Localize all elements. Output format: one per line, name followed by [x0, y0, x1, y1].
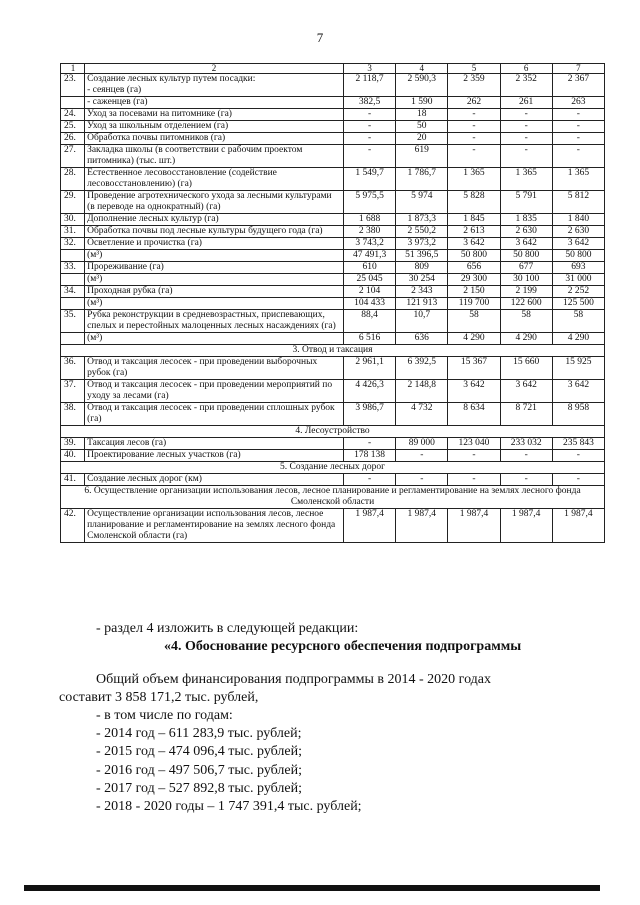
row-value: 619 [396, 145, 448, 168]
row-value: 3 642 [500, 380, 552, 403]
row-value: 382,5 [344, 97, 396, 109]
row-value: 2 630 [552, 226, 604, 238]
row-value: - [552, 133, 604, 145]
row-name: Проектирование лесных участков (га) [85, 450, 344, 462]
table-row [61, 438, 605, 450]
row-value: 8 721 [500, 403, 552, 426]
row-name: Обработка почвы питомников (га) [85, 133, 344, 145]
row-value: 8 634 [448, 403, 500, 426]
row-value: 2 352 [500, 74, 552, 97]
row-name: Рубка реконструкции в средневозрастных, приспевающих, спелых и перестойных малоценных лесных насаждениях (га) [85, 310, 344, 333]
list-item: - 2015 год – 474 096,4 тыс. рублей; [96, 744, 303, 760]
row-name: Обработка почвы под лесные культуры будущего года (га) [85, 226, 344, 238]
row-value: 2 961,1 [344, 357, 396, 380]
row-value: 1 365 [552, 168, 604, 191]
row-number: 35. [61, 310, 85, 333]
row-value: - [396, 474, 448, 486]
row-name: Проведение агротехнического ухода за лесными культурами (в переводе на однократный) (га) [85, 191, 344, 214]
row-value: 1 590 [396, 97, 448, 109]
row-number: 33. [61, 262, 85, 274]
row-value: 2 150 [448, 286, 500, 298]
row-value: 51 396,5 [396, 250, 448, 262]
row-name: (м³) [85, 250, 344, 262]
table-row [61, 333, 605, 345]
row-number: 27. [61, 145, 85, 168]
table-row [61, 274, 605, 286]
row-name: Таксация лесов (га) [85, 438, 344, 450]
table-header-cell: 5 [448, 64, 500, 74]
row-value: 178 138 [344, 450, 396, 462]
row-value: 3 642 [448, 238, 500, 250]
row-value: 261 [500, 97, 552, 109]
table-row [61, 191, 605, 214]
row-value: 122 600 [500, 298, 552, 310]
row-value: - [448, 109, 500, 121]
row-value: 30 100 [500, 274, 552, 286]
row-number: 32. [61, 238, 85, 250]
row-value: 47 491,3 [344, 250, 396, 262]
row-number: 29. [61, 191, 85, 214]
table-row [61, 250, 605, 262]
table-section-row [61, 462, 605, 474]
row-value: 262 [448, 97, 500, 109]
row-name: Создание лесных культур путем посадки: - сеянцев (га) [85, 74, 344, 97]
row-value: 3 973,2 [396, 238, 448, 250]
list-item: - 2016 год – 497 506,7 тыс. рублей; [96, 762, 303, 778]
table-header-cell: 3 [344, 64, 396, 74]
table-row [61, 286, 605, 298]
table-header-cell: 7 [552, 64, 604, 74]
section-note: - раздел 4 изложить в следующей редакции: [96, 621, 359, 636]
table-row [61, 509, 605, 543]
row-name: Дополнение лесных культур (га) [85, 214, 344, 226]
table-header-cell: 6 [500, 64, 552, 74]
section-title: 6. Осуществление организации использования лесов, лесное планирование и регламентирование на землях лесного фонда Смоленской области [61, 486, 605, 509]
row-value: 233 032 [500, 438, 552, 450]
row-value: 4 290 [448, 333, 500, 345]
table-row [61, 214, 605, 226]
table-row [61, 145, 605, 168]
row-value: 3 642 [448, 380, 500, 403]
row-value: 6 392,5 [396, 357, 448, 380]
row-number: 31. [61, 226, 85, 238]
row-value: 1 845 [448, 214, 500, 226]
row-number: 39. [61, 438, 85, 450]
row-value: 125 500 [552, 298, 604, 310]
row-number: 25. [61, 121, 85, 133]
row-value: 10,7 [396, 310, 448, 333]
row-value: 693 [552, 262, 604, 274]
row-value: - [448, 121, 500, 133]
row-value: - [344, 109, 396, 121]
table-row [61, 238, 605, 250]
row-value: 8 958 [552, 403, 604, 426]
row-value: - [344, 121, 396, 133]
table-section-row [61, 486, 605, 509]
row-number [61, 97, 85, 109]
financing-paragraph [59, 671, 600, 707]
row-value: 2 199 [500, 286, 552, 298]
row-name: Прореживание (га) [85, 262, 344, 274]
table-section-row [61, 345, 605, 357]
row-number: 24. [61, 109, 85, 121]
row-value: 263 [552, 97, 604, 109]
row-value: 15 660 [500, 357, 552, 380]
row-name: Отвод и таксация лесосек - при проведении мероприятий по уходу за лесами (га) [85, 380, 344, 403]
row-name: (м³) [85, 333, 344, 345]
row-value: 2 590,3 [396, 74, 448, 97]
row-value: 1 873,3 [396, 214, 448, 226]
row-value: 3 642 [500, 238, 552, 250]
row-value: 6 516 [344, 333, 396, 345]
row-number: 42. [61, 509, 85, 543]
row-value: 4 290 [552, 333, 604, 345]
row-value: 15 367 [448, 357, 500, 380]
table-row [61, 133, 605, 145]
row-value: 1 987,4 [552, 509, 604, 543]
row-value: 1 365 [448, 168, 500, 191]
page-number: 7 [316, 30, 324, 45]
row-value: 50 800 [552, 250, 604, 262]
row-value: 58 [448, 310, 500, 333]
row-value: 2 148,8 [396, 380, 448, 403]
row-value: - [344, 145, 396, 168]
row-value: - [396, 450, 448, 462]
table-row [61, 380, 605, 403]
row-value: 5 974 [396, 191, 448, 214]
row-number [61, 274, 85, 286]
row-value: 5 975,5 [344, 191, 396, 214]
row-value: 5 812 [552, 191, 604, 214]
table-row [61, 262, 605, 274]
row-value: 1 987,4 [448, 509, 500, 543]
financing-paragraph-line2: составит 3 858 171,2 тыс. рублей, [59, 690, 259, 705]
list-item: - в том числе по годам: [96, 708, 233, 723]
row-value: 2 252 [552, 286, 604, 298]
section-title: 5. Создание лесных дорог [61, 462, 605, 474]
row-value: 31 000 [552, 274, 604, 286]
row-value: - [552, 121, 604, 133]
table-row [61, 97, 605, 109]
row-value: 2 367 [552, 74, 604, 97]
row-value: 1 786,7 [396, 168, 448, 191]
row-number: 26. [61, 133, 85, 145]
table-header-cell: 4 [396, 64, 448, 74]
row-number: 28. [61, 168, 85, 191]
row-number: 38. [61, 403, 85, 426]
row-number [61, 298, 85, 310]
row-value: 610 [344, 262, 396, 274]
table-row [61, 298, 605, 310]
row-value: 20 [396, 133, 448, 145]
row-value: 636 [396, 333, 448, 345]
row-value: 1 987,4 [344, 509, 396, 543]
row-value: 2 380 [344, 226, 396, 238]
row-value: 15 925 [552, 357, 604, 380]
row-name: Закладка школы (в соответствии с рабочим проектом питомника) (тыс. шт.) [85, 145, 344, 168]
row-value: 58 [552, 310, 604, 333]
row-name: (м³) [85, 298, 344, 310]
section-heading: «4. Обоснование ресурсного обеспечения подпрограммы [164, 639, 522, 654]
row-value: 2 613 [448, 226, 500, 238]
table-row [61, 450, 605, 462]
row-value: 58 [500, 310, 552, 333]
row-value: 50 800 [448, 250, 500, 262]
row-value: - [500, 450, 552, 462]
row-value: 88,4 [344, 310, 396, 333]
row-value: 4 426,3 [344, 380, 396, 403]
table-row [61, 474, 605, 486]
row-number: 34. [61, 286, 85, 298]
row-value: - [500, 133, 552, 145]
row-value: 1 835 [500, 214, 552, 226]
row-value: - [500, 474, 552, 486]
row-value: 30 254 [396, 274, 448, 286]
row-value: 123 040 [448, 438, 500, 450]
table-row [61, 310, 605, 333]
row-value: - [552, 450, 604, 462]
row-value: 3 986,7 [344, 403, 396, 426]
row-value: 119 700 [448, 298, 500, 310]
row-value: 809 [396, 262, 448, 274]
row-value: 677 [500, 262, 552, 274]
row-value: - [448, 133, 500, 145]
row-value: 4 732 [396, 403, 448, 426]
list-item: - 2014 год – 611 283,9 тыс. рублей; [96, 726, 302, 742]
row-value: 2 118,7 [344, 74, 396, 97]
table-row [61, 226, 605, 238]
section-title: 4. Лесоустройство [61, 426, 605, 438]
row-number: 23. [61, 74, 85, 97]
row-name: Осуществление организации использования лесов, лесное планирование и регламентирование на землях лесного фонда Смоленской области (га) [85, 509, 344, 543]
row-value: 1 365 [500, 168, 552, 191]
row-value: - [448, 145, 500, 168]
row-value: 121 913 [396, 298, 448, 310]
row-value: - [500, 109, 552, 121]
row-value: 5 828 [448, 191, 500, 214]
footer-bar [24, 885, 600, 891]
row-number [61, 333, 85, 345]
row-value: 1 987,4 [500, 509, 552, 543]
row-value: 2 630 [500, 226, 552, 238]
row-value: 25 045 [344, 274, 396, 286]
row-value: 2 359 [448, 74, 500, 97]
row-value: 5 791 [500, 191, 552, 214]
table-row [61, 109, 605, 121]
row-value: 1 549,7 [344, 168, 396, 191]
row-name: Проходная рубка (га) [85, 286, 344, 298]
row-value: - [344, 474, 396, 486]
row-value: 4 290 [500, 333, 552, 345]
row-value: 656 [448, 262, 500, 274]
row-value: 2 343 [396, 286, 448, 298]
row-value: 29 300 [448, 274, 500, 286]
row-value: 89 000 [396, 438, 448, 450]
row-name: (м³) [85, 274, 344, 286]
row-value: - [344, 438, 396, 450]
row-value: 3 642 [552, 380, 604, 403]
financing-paragraph-line1: Общий объем финансирования подпрограммы в 2014 - 2020 годах [96, 672, 492, 687]
row-number [61, 250, 85, 262]
section-title: 3. Отвод и таксация [61, 345, 605, 357]
table-row [61, 403, 605, 426]
row-value: - [552, 109, 604, 121]
row-number: 41. [61, 474, 85, 486]
row-value: - [344, 133, 396, 145]
activities-table [60, 63, 605, 543]
row-name: Естественное лесовосстановление (содействие лесовосстановлению) (га) [85, 168, 344, 191]
row-value: - [552, 474, 604, 486]
row-value: 50 800 [500, 250, 552, 262]
table-header-cell: 2 [85, 64, 344, 74]
row-name: Уход за школьным отделением (га) [85, 121, 344, 133]
row-name: Отвод и таксация лесосек - при проведении сплошных рубок (га) [85, 403, 344, 426]
row-value: - [448, 450, 500, 462]
row-value: 2 550,2 [396, 226, 448, 238]
row-number: 37. [61, 380, 85, 403]
table-row [61, 74, 605, 97]
row-number: 30. [61, 214, 85, 226]
list-item: - 2017 год – 527 892,8 тыс. рублей; [96, 780, 303, 796]
table-row [61, 357, 605, 380]
row-value: 1 987,4 [396, 509, 448, 543]
row-value: 1 688 [344, 214, 396, 226]
row-value: 1 840 [552, 214, 604, 226]
row-name: Создание лесных дорог (км) [85, 474, 344, 486]
row-value: 3 642 [552, 238, 604, 250]
table-row [61, 168, 605, 191]
row-value: - [448, 474, 500, 486]
row-name: - саженцев (га) [85, 97, 344, 109]
row-value: 104 433 [344, 298, 396, 310]
list-item: - 2018 - 2020 годы – 1 747 391,4 тыс. рублей; [96, 799, 362, 815]
financing-list [96, 707, 362, 816]
row-value: - [552, 145, 604, 168]
table-header-row [61, 64, 605, 74]
row-value: 2 104 [344, 286, 396, 298]
row-value: 18 [396, 109, 448, 121]
row-value: 50 [396, 121, 448, 133]
row-value: 3 743,2 [344, 238, 396, 250]
table-header-cell: 1 [61, 64, 85, 74]
row-number: 40. [61, 450, 85, 462]
table-section-row [61, 426, 605, 438]
row-value: - [500, 145, 552, 168]
table-row [61, 121, 605, 133]
row-name: Осветление и прочистка (га) [85, 238, 344, 250]
row-value: - [500, 121, 552, 133]
row-value: 235 843 [552, 438, 604, 450]
row-name: Уход за посевами на питомнике (га) [85, 109, 344, 121]
row-name: Отвод и таксация лесосек - при проведении выборочных рубок (га) [85, 357, 344, 380]
row-number: 36. [61, 357, 85, 380]
